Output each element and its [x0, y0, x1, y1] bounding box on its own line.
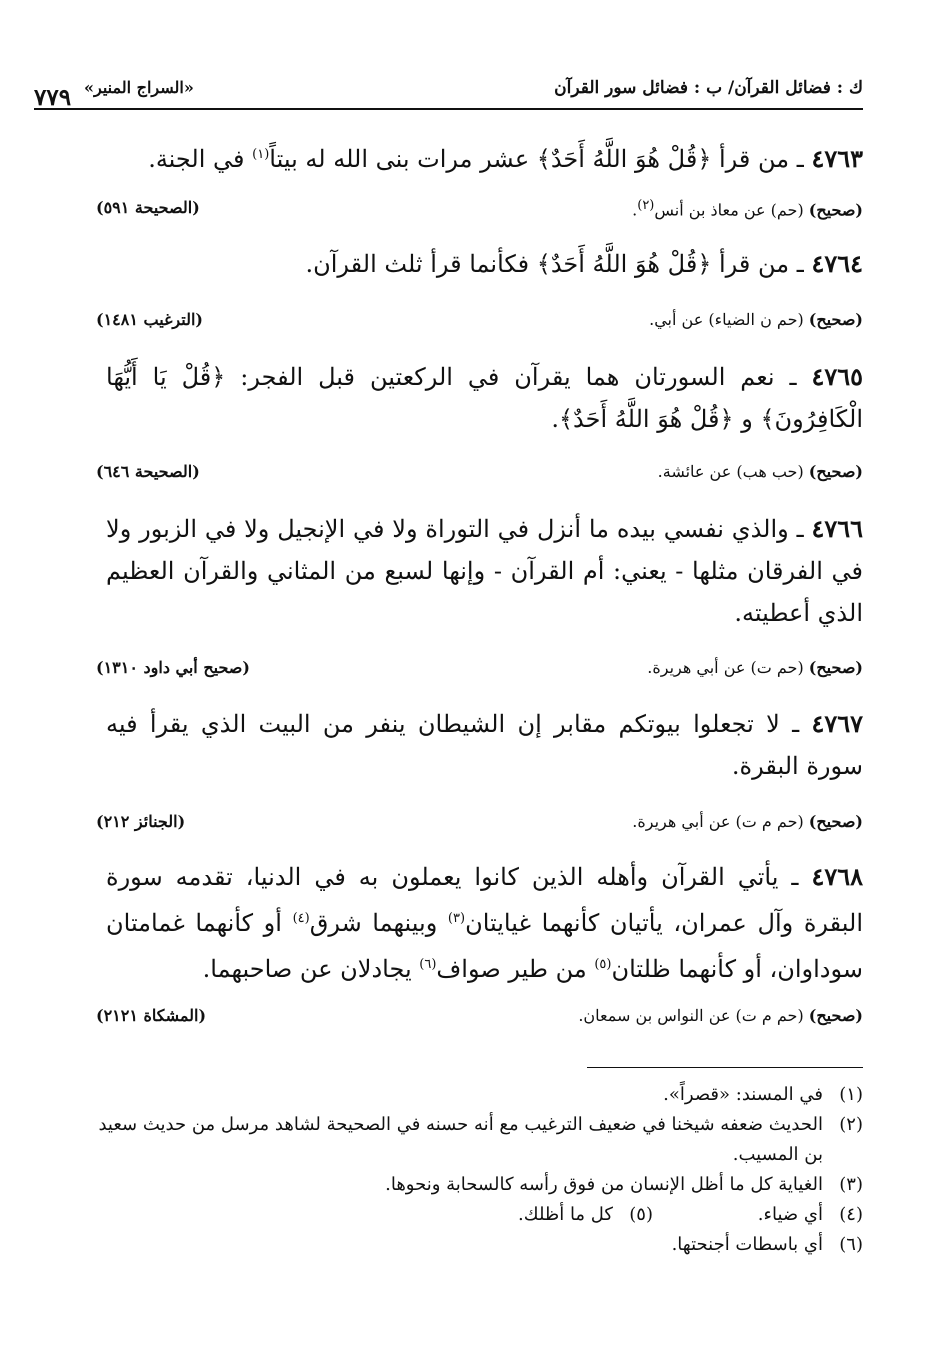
punctuation: .: [632, 200, 638, 220]
footnote-number: (٦): [839, 1234, 863, 1255]
footnote-4: [653, 1200, 863, 1230]
narrator: (حب هب) عن عائشة.: [657, 462, 809, 481]
footnote-2: [86, 1110, 863, 1170]
chapter-title: ك : فضائل القرآن/ ب : فضائل سور القرآن: [554, 78, 863, 98]
footnotes: [86, 1080, 863, 1260]
hadith-text: و: [733, 405, 761, 433]
footnote-text: كل ما أظلك.: [518, 1204, 613, 1225]
quran-quote: ﴿قُلْ هُوَ اللَّهُ أَحَدٌ﴾: [536, 250, 712, 278]
footnote-ref[interactable]: (٣): [447, 911, 466, 926]
quran-quote: ﴿قُلْ هُوَ اللَّهُ أَحَدٌ﴾: [558, 405, 734, 433]
hadith-text: ـ والذي نفسي بيده ما أنزل في التوراة ولا في الإنجيل ولا في الزبور ولا في الفرقان مثلها - يعني: أم القرآن - وإنها لسبع من المثاني والقرآن العظيم الذي أعطيته.: [106, 515, 863, 627]
reference: (الصحيحة ٥٩١): [96, 198, 200, 217]
narrator: (حم م ت) عن أبي هريرة.: [632, 812, 809, 831]
hadith-text: ـ لا تجعلوا بيوتكم مقابر إن الشيطان ينفر من البيت الذي يقرأ فيه سورة البقرة.: [106, 710, 863, 780]
reference: (الجنائز ٢١٢): [96, 812, 186, 831]
hadith-source-4766: [96, 658, 863, 684]
footnote-ref[interactable]: (٥): [594, 957, 612, 972]
footnote-1: [86, 1080, 863, 1110]
hadith-text: في الجنة.: [148, 145, 253, 173]
grade: (صحيح): [808, 462, 863, 481]
footnote-row: [86, 1200, 863, 1230]
page-header: [34, 74, 863, 110]
hadith-text: يجادلان عن صاحبهما.: [202, 955, 420, 983]
hadith-text: فكأنما قرأ ثلث القرآن.: [305, 250, 537, 278]
quran-quote: ﴿قُلْ هُوَ اللَّهُ أَحَدٌ﴾: [536, 145, 712, 173]
footnote-divider: [587, 1067, 863, 1068]
reference: (الصحيحة ٦٤٦): [96, 462, 200, 481]
footnote-number: (٢): [839, 1114, 863, 1135]
hadith-text: ـ من قرأ: [711, 250, 812, 278]
narrator: (حم ن الضياء) عن أبي.: [649, 310, 809, 329]
narrator: (حم) عن معاذ بن أنس: [654, 200, 809, 220]
hadith-number: ٤٧٦٤: [811, 249, 863, 278]
footnote-6: [86, 1230, 863, 1260]
footnote-text: في المسند: «قصراً».: [663, 1084, 823, 1105]
hadith-number: ٤٧٦٨: [811, 862, 863, 891]
footnote-ref[interactable]: (٤): [292, 911, 310, 926]
hadith-4768: [106, 856, 863, 990]
hadith-number: ٤٧٦٧: [811, 709, 863, 738]
book-title: «السراج المنير»: [84, 78, 194, 97]
footnote-number: (٥): [629, 1204, 653, 1225]
hadith-text: ـ نعم السورتان هما يقرآن في الركعتين قبل الفجر:: [225, 363, 812, 391]
hadith-source-4763: [96, 198, 863, 224]
footnote-text: أي باسطات أجنحتها.: [671, 1234, 823, 1255]
hadith-text: ـ يأتي القرآن وأهله الذين كانوا يعملون به في الدنيا، تقدمه سورة البقرة وآل عمران، يأتيان كأنهما غيايتان: [106, 863, 863, 937]
footnote-5: [413, 1200, 653, 1230]
footnote-text: الغياية كل ما أظل الإنسان من فوق رأسه كالسحابة ونحوها.: [385, 1174, 823, 1195]
footnote-text: الحديث ضعفه شيخنا في ضعيف الترغيب مع أنه حسنه في الصحيحة لشاهد مرسل من حديث سعيد بن المسيب.: [98, 1114, 823, 1165]
hadith-4766: [106, 508, 863, 634]
footnote-ref[interactable]: (٢): [637, 198, 655, 213]
hadith-number: ٤٧٦٣: [811, 144, 863, 173]
footnote-3: [86, 1170, 863, 1200]
page-number: ٧٧٩: [34, 84, 72, 111]
quran-quote: ﴿قُلْ يَا أَيُّهَا الْكَافِرُونَ﴾: [106, 363, 863, 433]
hadith-text: وبينهما شرق: [309, 909, 448, 937]
footnote-number: (١): [839, 1084, 863, 1105]
hadith-text: أو كأنهما غمامتان سوداوان، أو كأنهما ظلتان: [106, 909, 863, 983]
grade: (صحيح): [808, 1006, 863, 1025]
reference: (صحيح أبي داود ١٣١٠): [96, 658, 250, 677]
narrator: (حم ت) عن أبي هريرة.: [647, 658, 809, 677]
grade: (صحيح): [808, 310, 863, 329]
grade: (صحيح): [808, 658, 863, 677]
footnote-ref[interactable]: (٦): [419, 957, 437, 972]
reference: (الترغيب ١٤٨١): [96, 310, 203, 329]
footnote-text: أي ضياء.: [757, 1204, 823, 1225]
hadith-text: عشر مرات بنى الله له بيتاً: [269, 145, 537, 173]
grade: (صحيح): [808, 812, 863, 831]
footnote-number: (٣): [839, 1174, 863, 1195]
hadith-text: ـ من قرأ: [711, 145, 812, 173]
hadith-number: ٤٧٦٥: [811, 362, 863, 391]
hadith-source-4768: [96, 1006, 863, 1032]
footnote-ref[interactable]: (١): [252, 147, 270, 162]
hadith-source-4765: [96, 462, 863, 488]
hadith-4763: [106, 134, 863, 180]
hadith-source-4764: [96, 310, 863, 336]
hadith-text: من طير صواف: [436, 955, 595, 983]
hadith-4767: [106, 703, 863, 787]
hadith-source-4767: [96, 812, 863, 838]
footnote-number: (٤): [839, 1204, 863, 1225]
reference: (المشكاة ٢١٢١): [96, 1006, 207, 1025]
hadith-4764: [106, 243, 863, 285]
narrator: (حم م ت) عن النواس بن سمعان.: [578, 1006, 809, 1025]
hadith-number: ٤٧٦٦: [811, 514, 863, 543]
hadith-4765: [106, 356, 863, 440]
hadith-text: .: [551, 405, 559, 433]
grade: (صحيح): [808, 200, 863, 220]
